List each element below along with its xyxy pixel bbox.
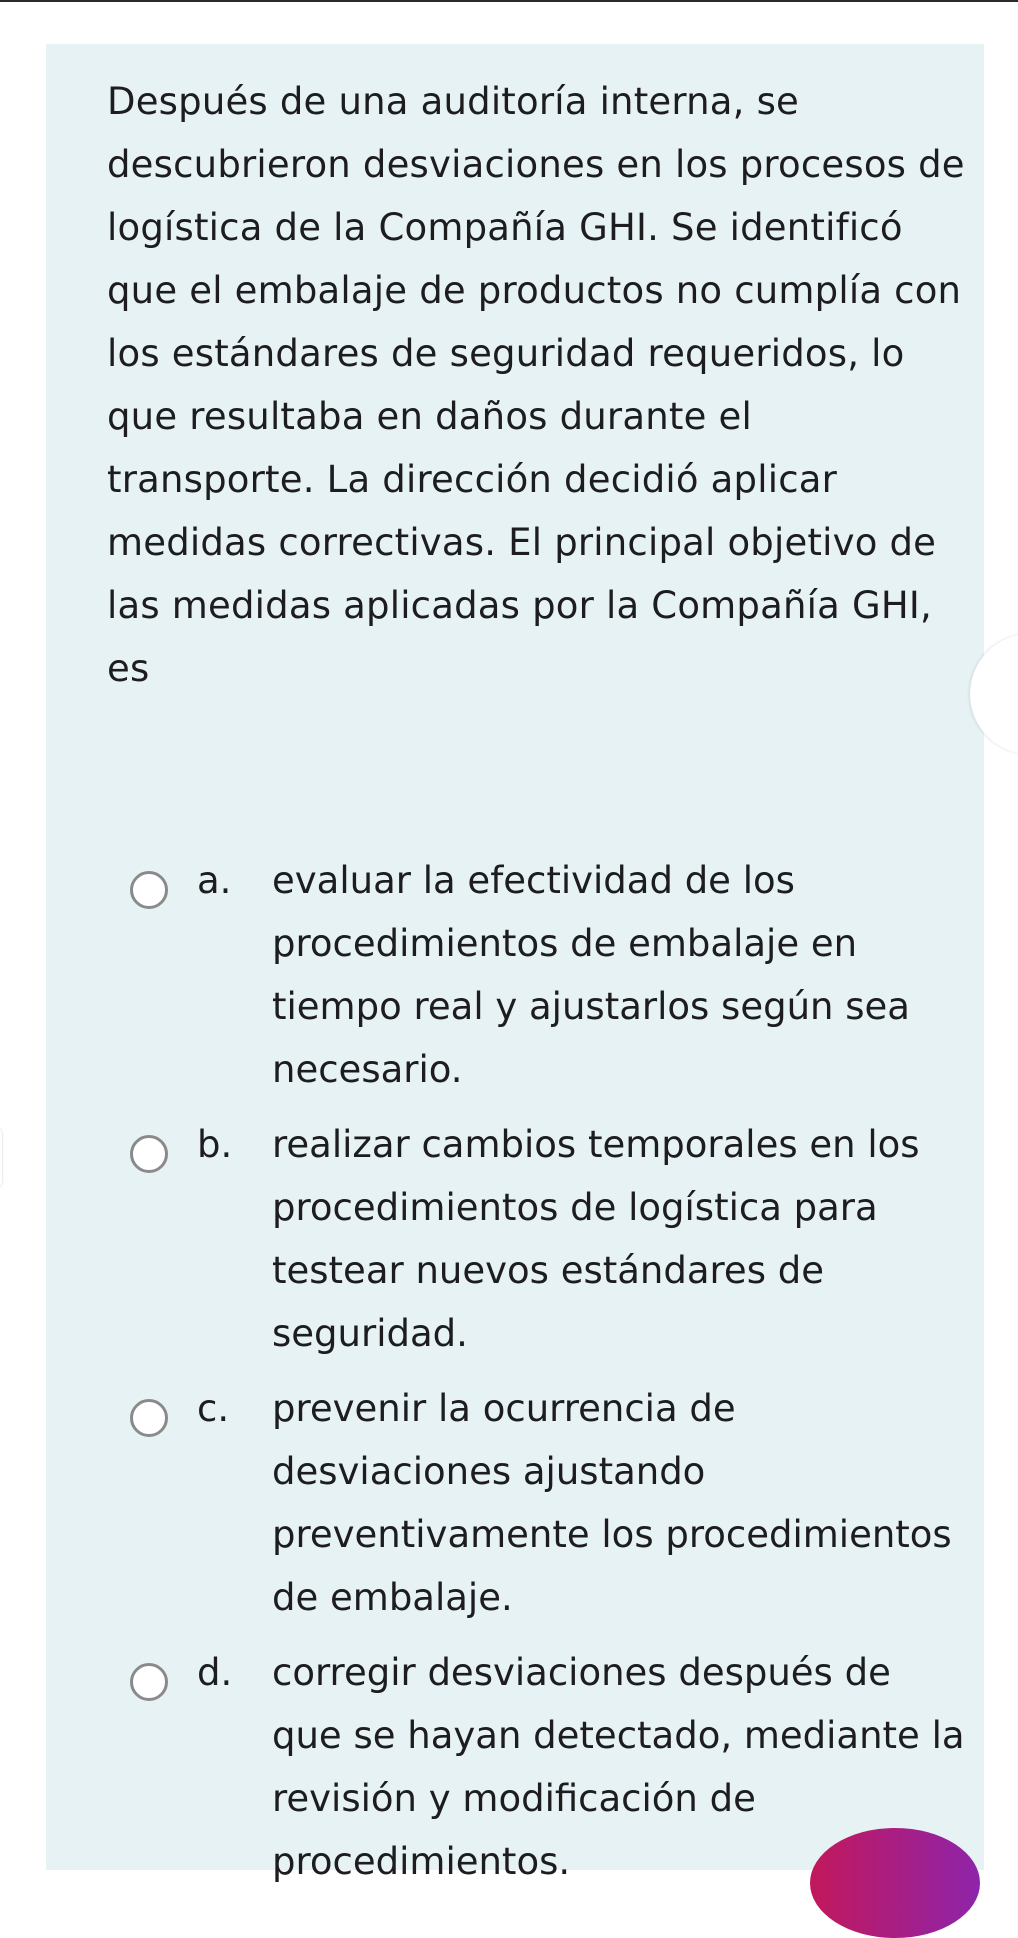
option-letter: c. [197, 1387, 230, 1430]
top-status-area [0, 0, 1018, 44]
option-letter: b. [197, 1123, 233, 1166]
radio-unchecked-icon[interactable] [130, 1399, 168, 1437]
question-text: Después de una auditoría interna, se descubrieron desviaciones en los procesos de logística de la Compañía GHI. Se identificó que el embalaje de productos no cumplía con los estándares de seguridad requeridos, lo que resultaba en daños durante el transporte. La dirección decidió aplicar medidas correctivas. El principal objetivo de las medidas aplicadas por la Compañía GHI, es [107, 80, 965, 690]
question-panel [46, 44, 984, 1883]
option-letter: a. [197, 859, 232, 902]
option-text: prevenir la ocurrencia de desviaciones ajustando preventivamente los procedimientos de embalaje. [272, 1387, 952, 1619]
floating-action-button[interactable] [810, 1828, 980, 1938]
radio-unchecked-icon[interactable] [130, 1663, 168, 1701]
option-letter: d. [197, 1651, 233, 1694]
option-text: corregir desviaciones después de que se hayan detectado, mediante la revisión y modificación de procedimientos. [272, 1651, 965, 1883]
option-text: evaluar la efectividad de los procedimientos de embalaje en tiempo real y ajustarlos según sea necesario. [272, 859, 910, 1091]
radio-unchecked-icon[interactable] [130, 871, 168, 909]
option-text: realizar cambios temporales en los procedimientos de logística para testear nuevos estándares de seguridad. [272, 1123, 920, 1355]
left-edge-tab[interactable] [0, 1128, 2, 1188]
side-scroll-handle[interactable] [970, 634, 1018, 754]
radio-unchecked-icon[interactable] [130, 1135, 168, 1173]
